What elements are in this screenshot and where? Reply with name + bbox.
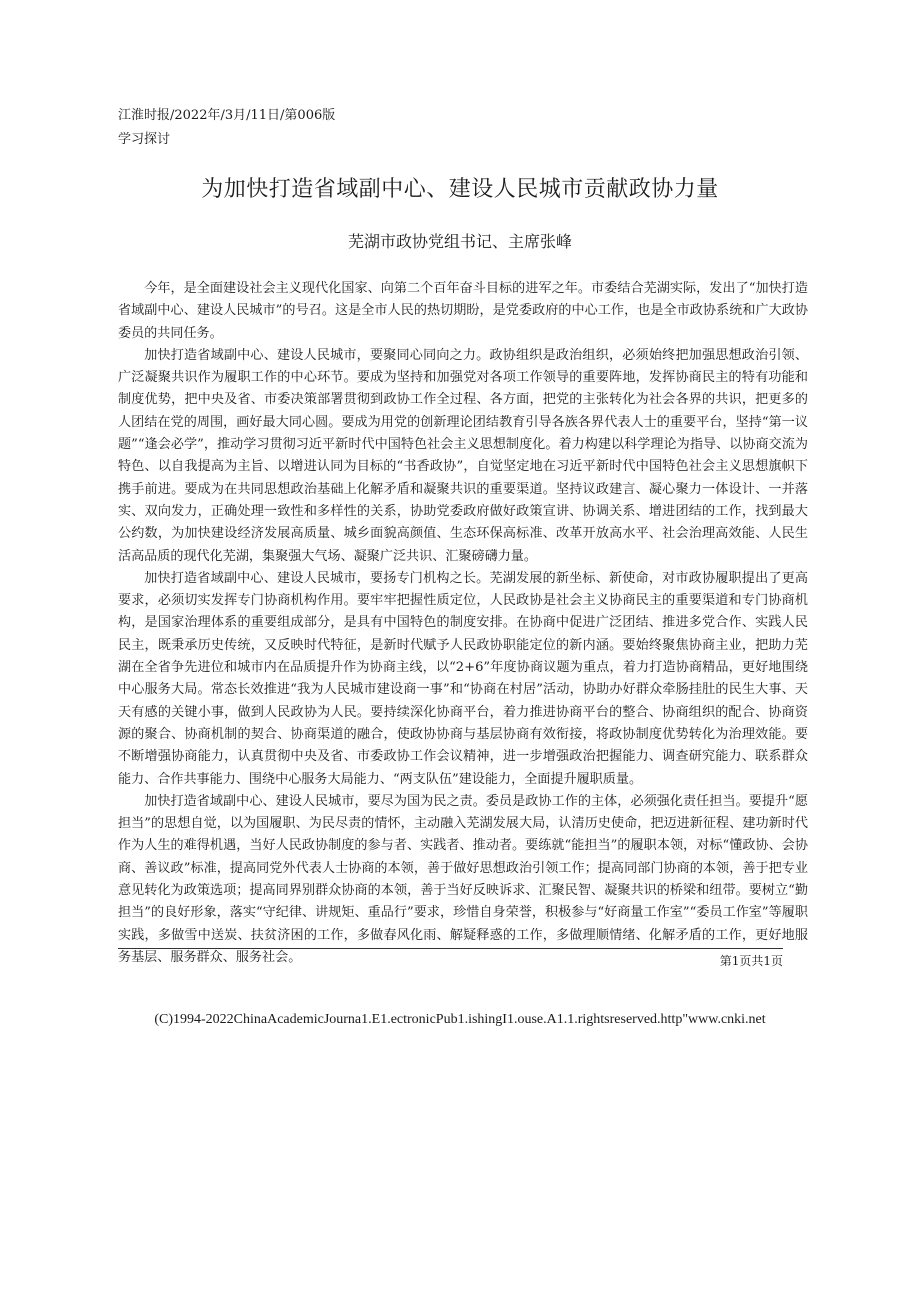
article-body [118,278,808,969]
paragraph-4: 加快打造省域副中心、建设人民城市，要尽为国为民之责。委员是政协工作的主体，必须强化责任担当。要提升“愿担当”的思想自觉，以为国履职、为民尽责的情怀，主动融入芜湖发展大局，认清历史使命，把迈进新征程、建功新时代作为人生的难得机遇，当好人民政协制度的参与者、实践者、推动者。要练就“能担当”的履职本领，对标“懂政协、会协商、善议政”标准，提高同党外代表人士协商的本领，善于做好思想政治引领工作；提高同部门协商的本领，善于把专业意见转化为政策选项；提高同界别群众协商的本领，善于当好反映诉求、汇聚民智、凝聚共识的桥梁和纽带。要树立“勤担当”的良好形象，落实“守纪律、讲规矩、重品行”要求，珍惜自身荣誉，积极参与“好商量工作室”“委员工作室”等履职实践，多做雪中送炭、扶贫济困的工作，多做春风化雨、解疑释惑的工作，多做理顺情绪、化解矛盾的工作，更好地服务基层、服务群众、服务社会。 [118,793,808,965]
paragraph-3: 加快打造省域副中心、建设人民城市，要扬专门机构之长。芜湖发展的新坐标、新使命，对市政协履职提出了更高要求，必须切实发挥专门协商机构作用。要牢牢把握性质定位，人民政协是社会主义协商民主的重要渠道和专门协商机构，是国家治理体系的重要组成部分，是具有中国特色的制度安排。在协商中促进广泛团结、推进多党合作、实践人民民主，既秉承历史传统，又反映时代特征，是新时代赋予人民政协职能定位的新内涵。要始终聚焦协商主业，把助力芜湖在全省争先进位和城市内在品质提升作为协商主线，以“2+6”年度协商议题为重点，着力打造协商精品，更好地围绕中心服务大局。常态长效推进“我为人民城市建设商一事”和“协商在村居”活动，协助办好群众牵肠挂肚的民生大事、天天有感的关键小事，做到人民政协为人民。要持续深化协商平台，着力推进协商平台的整合、协商组织的配合、协商资源的聚合、协商机制的契合、协商渠道的融合，使政协协商与基层协商有效衔接，将政协制度优势转化为治理效能。要不断增强协商能力，认真贯彻中央及省、市委政协工作会议精神，进一步增强政治把握能力、调查研究能力、联系群众能力、合作共事能力、围绕中心服务大局能力、“两支队伍”建设能力，全面提升履职质量。 [118,570,808,787]
article-title: 为加快打造省域副中心、建设人民城市贡献政协力量 [201,177,719,202]
paragraph-2: 加快打造省域副中心、建设人民城市，要聚同心同向之力。政协组织是政治组织，必须始终把加强思想政治引领、广泛凝聚共识作为履职工作的中心环节。要成为坚持和加强党对各项工作领导的重要阵地，发挥协商民主的特有功能和制度优势，把中央及省、市委决策部署贯彻到政协工作全过程、各方面，把党的主张转化为社会各界的共识，把更多的人团结在党的周围，画好最大同心圆。要成为用党的创新理论团结教育引导各族各界代表人士的重要平台，坚持“第一议题”“逢会必学”，推动学习贯彻习近平新时代中国特色社会主义思想制度化。着力构建以科学理论为指导、以协商交流为特色、以自我提高为主旨、以增进认同为目标的“书香政协”，自觉坚定地在习近平新时代中国特色社会主义思想旗帜下携手前进。要成为在共同思想政治基础上化解矛盾和凝聚共识的重要渠道。坚持议政建言、凝心聚力一体设计、一并落实、双向发力，正确处理一致性和多样性的关系，协助党委政府做好政策宣讲、协调关系、增进团结的工作，找到最大公约数，为加快建设经济发展高质量、城乡面貌高颜值、生态环保高标准、改革开放高水平、社会治理高效能、人民生活高品质的现代化芜湖，集聚强大气场、凝聚广泛共识、汇聚磅礴力量。 [118,347,808,564]
page-count: 第1页共1页 [719,954,783,968]
section-label: 学习探讨 [118,132,171,147]
paragraph-1: 今年，是全面建设社会主义现代化国家、向第二个百年奋斗目标的进军之年。市委结合芜湖实际，发出了“加快打造省域副中心、建设人民城市”的号召。这是全市人民的热切期盼，是党委政府的中心工作，也是全市政协系统和广大政协委员的共同任务。 [118,281,808,341]
article-meta [118,104,335,152]
copyright-notice: (C)1994-2022ChinaAcademicJourna1.E1.ectronicPub1.ishingI1.ouse.A1.1.rightsreserved.http"www.cnki.net [154,1012,766,1027]
source-line: 江淮时报/2022年/3月/11日/第006版 [118,108,336,123]
article-author: 芜湖市政协党组书记、主席张峰 [347,232,572,251]
footer-divider [118,948,783,949]
